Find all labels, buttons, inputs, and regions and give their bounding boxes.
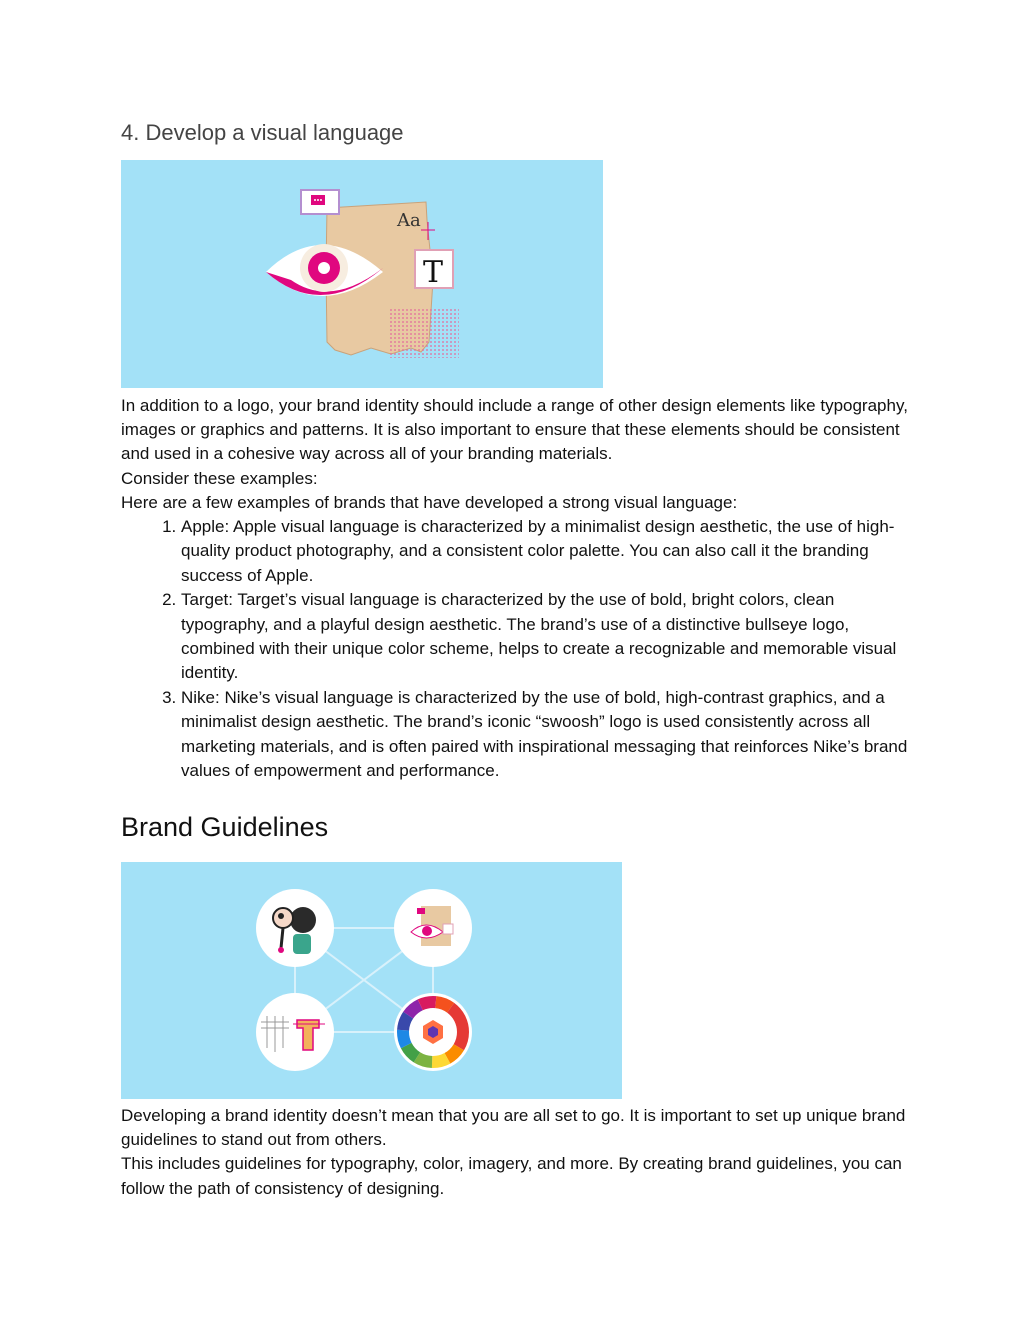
halftone-pattern (389, 308, 459, 358)
letter-t: T (423, 255, 444, 290)
brand-guidelines-illustration (121, 862, 622, 1099)
typography-icon (256, 993, 334, 1071)
chat-bubble-icon (301, 190, 339, 214)
person-magnifier-icon (256, 889, 334, 967)
letters-aa: Aa (397, 210, 421, 231)
color-wheel-icon (394, 993, 472, 1071)
visual-language-icon (394, 889, 472, 967)
guidelines-paragraph-2: This includes guidelines for typography, color, imagery, and more. By creating brand guidelines, you can follow the path of consistency of designing. (121, 1154, 902, 1198)
brand-guidelines-body (121, 1104, 911, 1201)
list-item-apple: 1. Apple: Apple visual language is characterized by a minimalist design aesthetic, the use of high-quality product photography, and a consistent color palette. You can also call it the branding success of Apple. (181, 515, 911, 588)
examples-list (121, 515, 911, 783)
intro-paragraph: In addition to a logo, your brand identity should include a range of other design elements like typography, images or graphics and patterns. It is also important to ensure that these elements should be consistent and used in a cohesive way across all of your branding materials. (121, 396, 908, 464)
guidelines-paragraph-1: Developing a brand identity doesn’t mean that you are all set to go. It is important to set up unique brand guidelines to stand out from others. (121, 1106, 906, 1150)
examples-lead: Here are a few examples of brands that have developed a strong visual language: (121, 492, 738, 512)
visual-language-illustration (121, 160, 603, 388)
list-item-target: 2. Target: Target’s visual language is characterized by the use of bold, bright colors, clean typography, and a playful design aesthetic. The brand’s use of a distinctive bullseye logo, combined with their unique color scheme, helps to create a recognizable and memorable visual identity. (181, 588, 911, 686)
consider-line: Consider these examples: (121, 468, 318, 488)
section-heading-visual-language: 4. Develop a visual language (121, 120, 404, 145)
section-heading-brand-guidelines: Brand Guidelines (121, 812, 329, 842)
list-item-nike: 3. Nike: Nike’s visual language is characterized by the use of bold, high-contrast graphics, and a minimalist design aesthetic. The brand’s iconic “swoosh” logo is used consistently across all marketing materials, and is often paired with inspirational messaging that reinforces Nike’s brand values of empowerment and performance. (181, 686, 911, 784)
visual-language-body (121, 394, 911, 783)
